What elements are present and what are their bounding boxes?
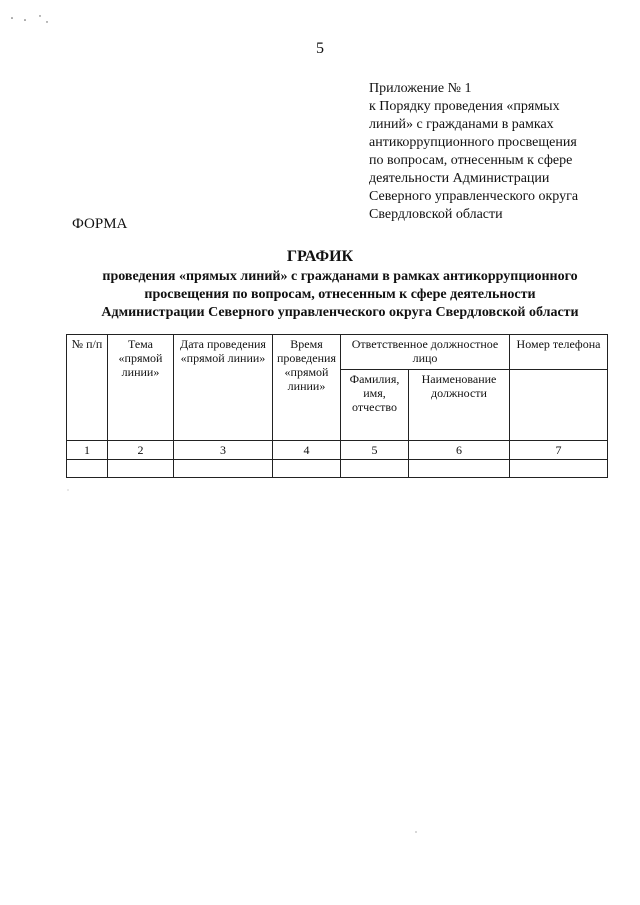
blank-cell — [341, 460, 409, 478]
column-number: 7 — [510, 441, 608, 460]
column-number: 6 — [409, 441, 510, 460]
appendix-line: Северного управленческого округа — [369, 189, 579, 204]
column-number-row — [67, 441, 608, 460]
document-subtitle — [40, 268, 640, 322]
header-responsible: Ответственное должностное лицо — [341, 335, 510, 370]
column-number: 2 — [108, 441, 174, 460]
header-phone: Номер телефона — [510, 335, 608, 370]
blank-cell — [273, 460, 341, 478]
appendix-line: деятельности Администрации — [369, 171, 550, 186]
appendix-note — [369, 80, 619, 224]
subtitle-line: просвещения по вопросам, отнесенным к сфере деятельности — [144, 287, 536, 302]
header-date: Дата проведения «прямой линии» — [174, 335, 273, 441]
blank-cell — [67, 460, 108, 478]
appendix-line: по вопросам, отнесенным к сфере — [369, 153, 573, 168]
appendix-line: линий» с гражданами в рамках — [369, 117, 554, 132]
column-number: 5 — [341, 441, 409, 460]
column-number: 3 — [174, 441, 273, 460]
header-topic: Тема «прямой линии» — [108, 335, 174, 441]
blank-cell — [409, 460, 510, 478]
column-number: 1 — [67, 441, 108, 460]
subtitle-line: проведения «прямых линий» с гражданами в рамках антикоррупционного — [102, 269, 578, 284]
header-time: Время проведения «прямой линии» — [273, 335, 341, 441]
appendix-line: к Порядку проведения «прямых — [369, 99, 560, 114]
document-title: ГРАФИК — [286, 248, 354, 265]
schedule-table — [66, 334, 608, 478]
subtitle-line: Администрации Северного управленческого округа Свердловской области — [101, 305, 579, 320]
header-position: Наименование должности — [409, 370, 510, 441]
blank-cell — [174, 460, 273, 478]
header-phone-blank — [510, 370, 608, 441]
column-number: 4 — [273, 441, 341, 460]
table-header-row — [67, 335, 608, 370]
appendix-line: антикоррупционного просвещения — [369, 135, 577, 150]
blank-cell — [108, 460, 174, 478]
header-full-name: Фамилия, имя, отчество — [341, 370, 409, 441]
form-label: ФОРМА — [72, 216, 128, 232]
blank-cell — [510, 460, 608, 478]
appendix-line: Приложение № 1 — [369, 81, 472, 96]
page-number: 5 — [316, 40, 324, 57]
header-number: № п/п — [67, 335, 108, 441]
appendix-line: Свердловской области — [369, 207, 503, 222]
blank-data-row — [67, 460, 608, 478]
